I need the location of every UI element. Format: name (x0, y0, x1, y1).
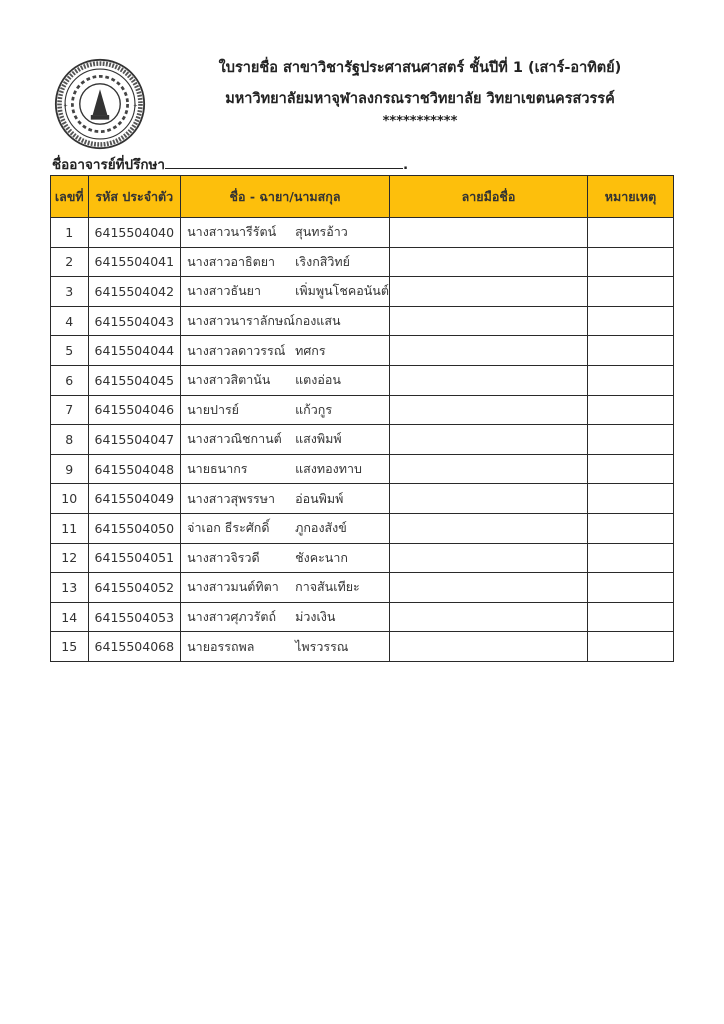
row-number: 4 (51, 306, 89, 336)
remark-cell[interactable] (588, 395, 674, 425)
student-name (181, 632, 390, 662)
remark-cell[interactable] (588, 218, 674, 248)
svg-text:+: + (133, 102, 138, 109)
student-name (181, 454, 390, 484)
row-number: 12 (51, 543, 89, 573)
first-name: นางสาวมนต์ทิตา (187, 579, 279, 595)
remark-cell[interactable] (588, 573, 674, 603)
student-id: 6415504041 (88, 247, 181, 277)
signature-cell[interactable] (389, 306, 587, 336)
signature-cell[interactable] (389, 425, 587, 455)
student-id: 6415504052 (88, 573, 181, 603)
table-row (51, 395, 674, 425)
student-id: 6415504049 (88, 484, 181, 514)
last-name: แสงพิมพ์ (295, 431, 342, 447)
first-name: นางสาวสุพรรษา (187, 490, 276, 506)
signature-cell[interactable] (389, 484, 587, 514)
student-name (181, 513, 390, 543)
table-row (51, 425, 674, 455)
table-row (51, 484, 674, 514)
table-row (51, 454, 674, 484)
first-name: นางสาวศุภวรัตถ์ (187, 609, 277, 625)
row-number: 9 (51, 454, 89, 484)
university-name: มหาวิทยาลัยมหาจุฬาลงกรณราชวิทยาลัย วิทยาเขตนครสวรรค์ (225, 91, 615, 107)
table-row (51, 573, 674, 603)
row-number: 8 (51, 425, 89, 455)
signature-cell[interactable] (389, 543, 587, 573)
student-id: 6415504040 (88, 218, 181, 248)
first-name: นางสาวธันยา (187, 283, 261, 299)
first-name: จ่าเอก ธีระศักดิ์ (187, 520, 270, 536)
student-id: 6415504046 (88, 395, 181, 425)
university-seal-icon (54, 58, 146, 150)
remark-cell[interactable] (588, 484, 674, 514)
remark-cell[interactable] (588, 513, 674, 543)
student-name (181, 543, 390, 573)
signature-cell[interactable] (389, 513, 587, 543)
first-name: นางสาวนารีรัตน์ (187, 224, 277, 240)
first-name: นายธนากร (187, 461, 248, 477)
table-row (51, 602, 674, 632)
last-name: ชังคะนาก (295, 549, 348, 565)
column-header-signature: ลายมือชื่อ (389, 176, 587, 218)
signature-cell[interactable] (389, 454, 587, 484)
remark-cell[interactable] (588, 336, 674, 366)
first-name: นางสาวณิชกานต์ (187, 431, 282, 447)
student-name (181, 218, 390, 248)
table-row (51, 365, 674, 395)
table-row (51, 277, 674, 307)
signature-cell[interactable] (389, 277, 587, 307)
table-row (51, 247, 674, 277)
row-number: 3 (51, 277, 89, 307)
advisor-field (52, 153, 408, 175)
last-name: แสงทองทาบ (295, 461, 362, 477)
student-id: 6415504044 (88, 336, 181, 366)
remark-cell[interactable] (588, 306, 674, 336)
student-id: 6415504068 (88, 632, 181, 662)
remark-cell[interactable] (588, 365, 674, 395)
student-id: 6415504045 (88, 365, 181, 395)
student-name (181, 573, 390, 603)
signature-cell[interactable] (389, 602, 587, 632)
signature-cell[interactable] (389, 247, 587, 277)
signature-cell[interactable] (389, 365, 587, 395)
student-id: 6415504050 (88, 513, 181, 543)
last-name: กาจสันเทียะ (295, 579, 360, 595)
row-number: 5 (51, 336, 89, 366)
student-id: 6415504047 (88, 425, 181, 455)
first-name: นางสาวอาธิตยา (187, 253, 276, 269)
table-header-row (51, 176, 674, 218)
last-name: อ่อนพิมพ์ (295, 490, 344, 506)
student-name (181, 365, 390, 395)
first-name: นางสาวนาราลักษณ์ (187, 313, 295, 329)
row-number: 7 (51, 395, 89, 425)
student-id: 6415504051 (88, 543, 181, 573)
student-name (181, 336, 390, 366)
last-name: เริงกสิวิทย์ (295, 253, 350, 269)
student-id: 6415504042 (88, 277, 181, 307)
row-number: 13 (51, 573, 89, 603)
student-name (181, 484, 390, 514)
column-header-student-id: รหัส ประจำตัว (88, 176, 181, 218)
student-id: 6415504048 (88, 454, 181, 484)
svg-text:+: + (63, 102, 68, 109)
student-name (181, 277, 390, 307)
advisor-blank-line (165, 154, 403, 169)
row-number: 10 (51, 484, 89, 514)
remark-cell[interactable] (588, 425, 674, 455)
table-row (51, 336, 674, 366)
first-name: นางสาวจิรวดี (187, 549, 260, 565)
last-name: กองแสน (295, 313, 341, 329)
signature-cell[interactable] (389, 395, 587, 425)
student-name (181, 395, 390, 425)
student-id: 6415504053 (88, 602, 181, 632)
table-row (51, 306, 674, 336)
table-row (51, 632, 674, 662)
student-name (181, 425, 390, 455)
signature-cell[interactable] (389, 218, 587, 248)
first-name: นางสาวลดาวรรณ์ (187, 342, 286, 358)
row-number: 1 (51, 218, 89, 248)
table-row (51, 543, 674, 573)
row-number: 6 (51, 365, 89, 395)
remark-cell[interactable] (588, 277, 674, 307)
student-roster-table (50, 175, 674, 662)
row-number: 11 (51, 513, 89, 543)
first-name: นางสาวสิตานัน (187, 372, 271, 388)
column-header-remark: หมายเหตุ (588, 176, 674, 218)
row-number: 2 (51, 247, 89, 277)
advisor-end: . (402, 157, 409, 173)
student-name (181, 247, 390, 277)
column-header-name: ชื่อ - ฉายา/นามสกุล (181, 176, 390, 218)
student-id: 6415504043 (88, 306, 181, 336)
last-name: สุนทรอ้าว (295, 224, 348, 240)
student-name (181, 306, 390, 336)
remark-cell[interactable] (588, 543, 674, 573)
remark-cell[interactable] (588, 454, 674, 484)
row-number: 14 (51, 602, 89, 632)
title-separator: *********** (382, 114, 458, 129)
signature-cell[interactable] (389, 632, 587, 662)
remark-cell[interactable] (588, 602, 674, 632)
column-header-number: เลขที่ (51, 176, 89, 218)
student-name (181, 602, 390, 632)
last-name: ทศกร (295, 342, 326, 358)
last-name: เพิ่มพูนโชคอนันต์ (295, 283, 389, 299)
signature-cell[interactable] (389, 573, 587, 603)
remark-cell[interactable] (588, 632, 674, 662)
advisor-label: ชื่ออาจารย์ที่ปรึกษา (52, 157, 165, 173)
table-row (51, 513, 674, 543)
last-name: ม่วงเงิน (295, 609, 336, 625)
first-name: นายอรรถพล (187, 638, 255, 654)
document-title: ใบรายชื่อ สาขาวิชารัฐประศาสนศาสตร์ ชั้นปีที่ 1 (เสาร์-อาทิตย์) (218, 60, 622, 76)
first-name: นายปารย์ (187, 401, 240, 417)
remark-cell[interactable] (588, 247, 674, 277)
row-number: 15 (51, 632, 89, 662)
last-name: ภูกองสังข์ (295, 520, 347, 536)
table-row (51, 218, 674, 248)
last-name: ไพรวรรณ (295, 638, 349, 654)
signature-cell[interactable] (389, 336, 587, 366)
last-name: แก้วกูร (295, 401, 333, 417)
last-name: แตงอ่อน (295, 372, 341, 388)
